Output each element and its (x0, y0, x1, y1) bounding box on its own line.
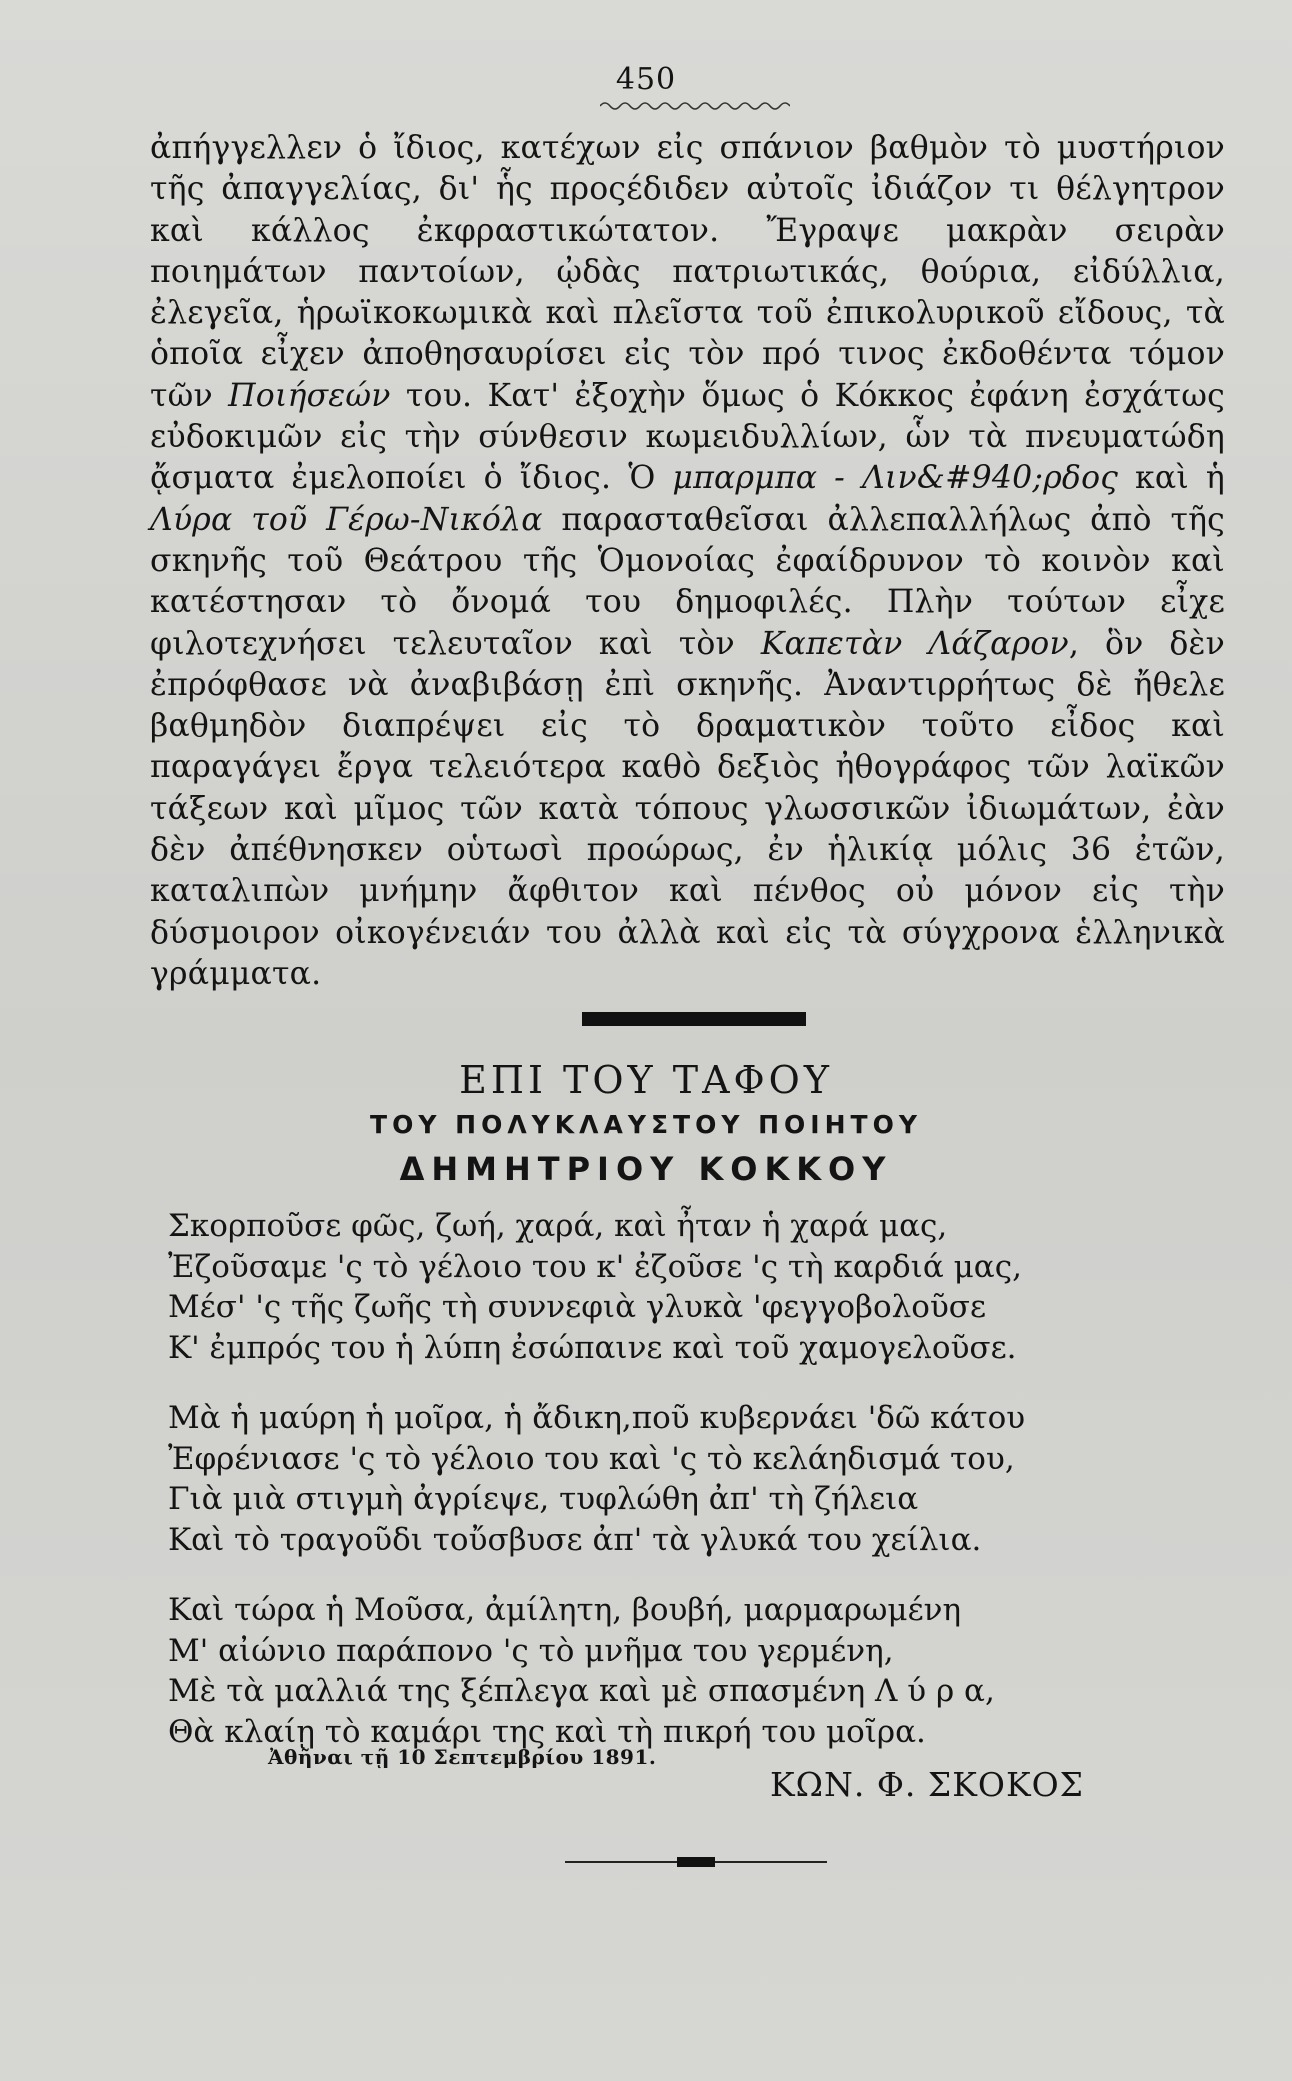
prose-segment: , ὃν δὲν ἐπρόφθασε νὰ ἀναβιβάσῃ ἐπὶ σκηνῆς. Ἀναντιρρήτως δὲ ἤθελε βαθμηδὸν διαπρέψει εἰς τὸ δραματικὸν τοῦτο εἶδος καὶ παραγάγει ἔργα τελειότερα καθὸ δεξιὸς ἠθογράφος τῶν λαϊκῶν τάξεων καὶ μῖμος τῶν κατὰ τόπους γλωσσικῶν ἰδιωμάτων, ἐὰν δὲν ἀπέθνησκεν οὑτωσὶ προώρως, ἐν ἡλικίᾳ μόλις 36 ἐτῶν, καταλιπὼν μνήμην ἄφθιτον καὶ πένθος οὐ μόνον εἰς τὴν δύσμοιρον οἰκογένειάν του ἀλλὰ καὶ εἰς τὰ σύγχρονα ἑλληνικὰ γράμματα. (150, 625, 1225, 992)
prose-segment: ἀπήγγελλεν ὁ ἴδιος, κατέχων εἰς σπάνιον βαθμὸν τὸ μυστήριον τῆς ἀπαγγελίας, δι' ἧς προςέδιδεν αὐτοῖς ἰδιάζον τι θέλγητρον καὶ κάλλος ἐκφραστικώτατον. Ἔγραψε μακρὰν σειρὰν ποιημάτων παντοίων, ᾠδὰς πατριωτικάς, θούρια, εἰδύλλια, ἐλεγεῖα, ἡρωϊκοκωμικὰ καὶ πλεῖστα τοῦ ἐπικολυρικοῦ εἴδους, τὰ ὁποῖα εἶχεν ἀποθησαυρίσει εἰς τὸν πρό τινος ἐκδοθέντα τόμον τῶν (150, 130, 1225, 414)
verse-line: Μὲ τὰ μαλλιά της ξέπλεγα καὶ μὲ σπασμένη Λ ύ ρ α, (168, 1673, 995, 1709)
prose-italic-title: Ποιήσεών (228, 377, 391, 414)
verse-line: Καὶ τὸ τραγοῦδι τοὔσβυσε ἀπ' τὰ γλυκά του χείλια. (168, 1521, 982, 1558)
author-signature: ΚΩΝ. Φ. ΣΚΟΚΟΣ (770, 1765, 1084, 1804)
stanza-2 (168, 1398, 1228, 1560)
prose-segment: παρασταθεῖσαι ἀλλεπαλλήλως ἀπὸ τῆς σκηνῆς τοῦ Θεάτρου τῆς Ὁμονοίας ἐφαίδρυνον τὸ κοινὸν καὶ κατέστησαν τὸ ὄνομά του δημοφιλές. Πλὴν τούτων εἶχε φιλοτεχνήσει τελευταῖον καὶ τὸν (150, 501, 1225, 662)
verse-line: Μέσ' 'ς τῆς ζωῆς τὴ συννεφιὰ γλυκὰ 'φεγγοβολοῦσε (168, 1289, 987, 1325)
prose-italic-title: Λύρα τοῦ Γέρω-Νικόλα (150, 501, 543, 538)
stanza-1 (168, 1206, 1228, 1368)
prose-segment: καὶ ἡ (1118, 460, 1225, 497)
page-number: 450 (615, 62, 677, 97)
verse-line: Ἐζοῦσαμε 'ς τὸ γέλοιο του κ' ἐζοῦσε 'ς τὴ καρδιά μας, (168, 1248, 1022, 1285)
prose-paragraph (150, 128, 1225, 995)
verse-line: Κ' ἐμπρός του ἡ λύπη ἐσώπαινε καὶ τοῦ χαμογελοῦσε. (168, 1329, 1017, 1366)
poem-body (168, 1206, 1228, 1782)
end-ornament-rule (565, 1857, 827, 1867)
verse-line: Καὶ τώρα ἡ Μοῦσα, ἀμίλητη, βουβή, μαρμαρωμένη (168, 1592, 962, 1628)
poet-name: ΔΗΜΗΤΡΙΟΥ ΚΟΚΚΟΥ (399, 1150, 893, 1188)
poem-subtitle: ΤΟΥ ΠΟΛΥΚΛΑΥΣΤΟΥ ΠΟΙΗΤΟΥ (370, 1110, 922, 1139)
section-divider-rule (582, 1012, 806, 1026)
verse-line: Μ' αἰώνιο παράπονο 'ς τὸ μνῆμα του γερμένη, (168, 1632, 894, 1669)
verse-line: Θὰ κλαίῃ τὸ καμάρι της καὶ τὴ πικρή του μοῖρα. (168, 1713, 926, 1750)
verse-line: Σκορποῦσε φῶς, ζωή, χαρά, καὶ ἦταν ἡ χαρά μας, (168, 1208, 948, 1244)
verse-line: Γιὰ μιὰ στιγμὴ ἀγρίεψε, τυφλώθη ἀπ' τὴ ζήλεια (168, 1481, 919, 1517)
stanza-3 (168, 1590, 1228, 1752)
end-rule-mark (677, 1857, 715, 1867)
dateline: Ἀθῆναι τῇ 10 Σεπτεμβρίου 1891. (268, 1745, 657, 1769)
ornamental-wavy-rule (600, 100, 790, 112)
verse-line: Μὰ ἡ μαύρη ἡ μοῖρα, ἡ ἄδικη,ποῦ κυβερνάει 'δῶ κάτου (168, 1400, 1026, 1436)
prose-italic-title: Καπετὰν Λάζαρον (760, 625, 1069, 662)
prose-segment: του. Κατ' ἐξοχὴν ὅμως ὁ Κόκκος ἐφάνη ἐσχάτως εὐδοκιμῶν εἰς τὴν σύνθεσιν κωμειδυλλίων, ὧν τὰ πνευματώδη ᾄσματα ἐμελοποίει ὁ ἴδιος. Ὁ (150, 377, 1225, 497)
verse-line: Ἐφρένιασε 'ς τὸ γέλοιο του καὶ 'ς τὸ κελάηδισμά του, (168, 1440, 1015, 1477)
prose-italic-title: μπαρμπα - Λιν&#940;ρδος (672, 460, 1119, 497)
poem-title: ΕΠΙ ΤΟΥ ΤΑΦΟΥ (459, 1058, 833, 1102)
